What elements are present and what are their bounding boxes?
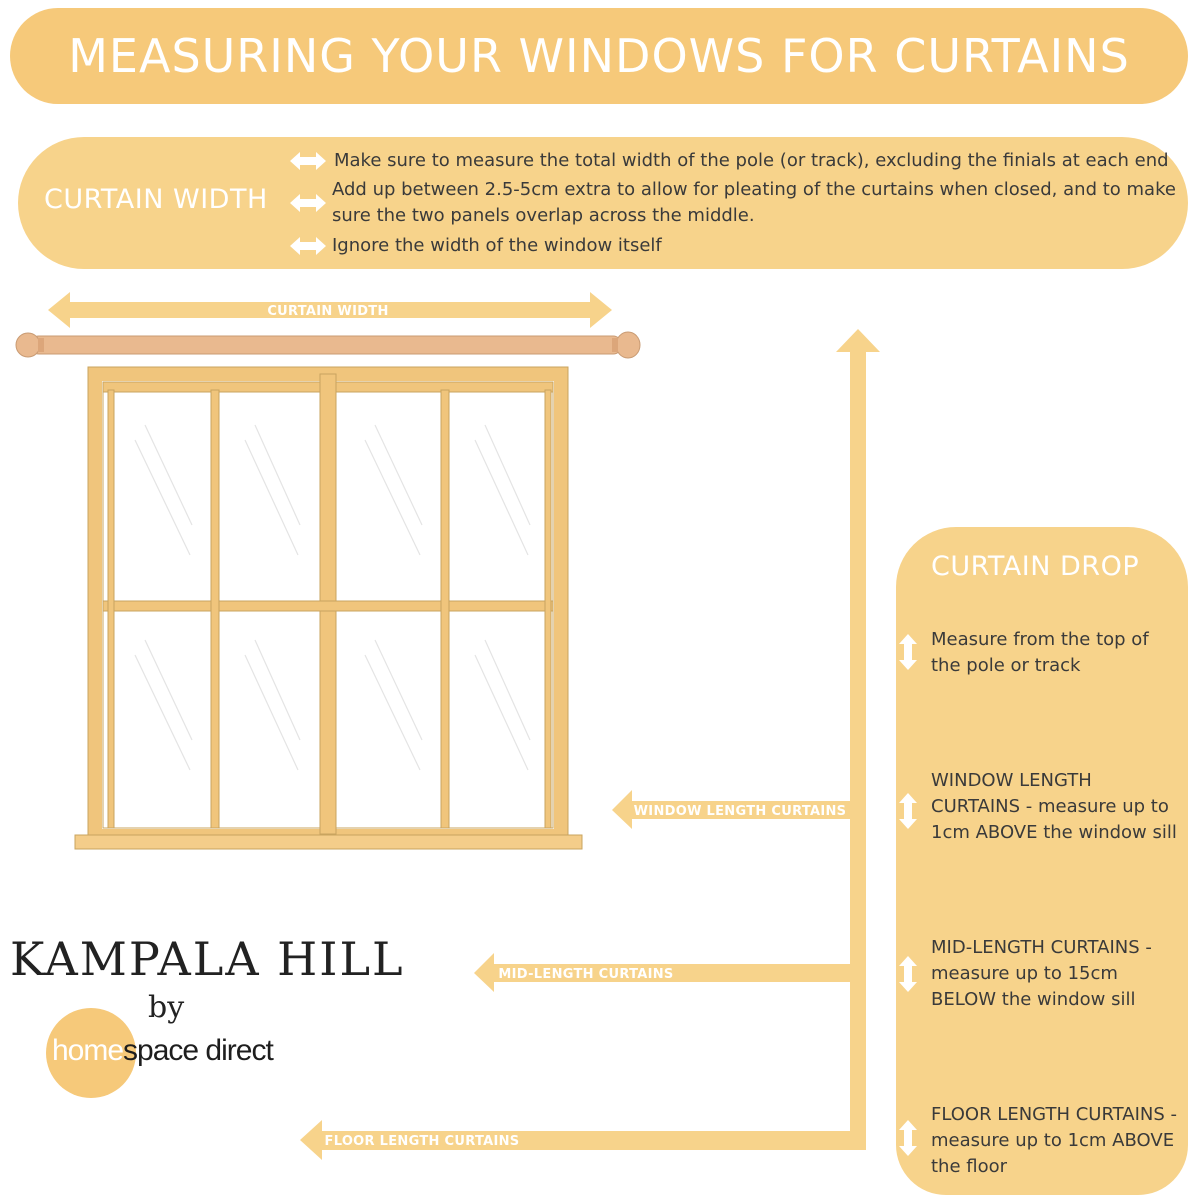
page-title: MEASURING YOUR WINDOWS FOR CURTAINS (68, 29, 1130, 83)
floor-length-arrow-label: FLOOR LENGTH CURTAINS (324, 1134, 520, 1149)
width-bullet-3: Ignore the width of the window itself (332, 235, 662, 256)
width-bullet-1: Make sure to measure the total width of the pole (or track), excluding the finials at each end (334, 150, 1169, 171)
curtain-drop-heading: CURTAIN DROP (931, 551, 1140, 582)
drop-item-3-line-1: MID-LENGTH CURTAINS - (931, 937, 1152, 958)
drop-item-4-line-3: the floor (931, 1156, 1008, 1177)
window-length-arrow-label: WINDOW LENGTH CURTAINS (633, 804, 847, 819)
vertical-double-arrow-icon (897, 1120, 919, 1156)
drop-item-4-line-2: measure up to 1cm ABOVE (931, 1130, 1175, 1151)
drop-item-3-line-3: BELOW the window sill (931, 989, 1136, 1010)
curtain-width-arrow-label: CURTAIN WIDTH (267, 304, 389, 319)
drop-item-2-line-1: WINDOW LENGTH (931, 770, 1092, 791)
mid-length-arrow-label: MID-LENGTH CURTAINS (498, 967, 674, 982)
drop-item-3-line-2: measure up to 15cm (931, 963, 1118, 984)
width-bullet-2-line-1: Add up between 2.5-5cm extra to allow for pleating of the curtains when closed, and to make (332, 179, 1176, 200)
window (88, 367, 568, 843)
vertical-double-arrow-icon (897, 793, 919, 829)
homespace-logo (52, 1034, 273, 1068)
vertical-double-arrow-icon (897, 956, 919, 992)
curtain-width-heading: CURTAIN WIDTH (44, 184, 268, 215)
width-bullet-2-line-2: sure the two panels overlap across the middle. (332, 205, 755, 226)
logo-home-text: home (52, 1034, 124, 1067)
drop-item-1-line-1: Measure from the top of (931, 629, 1149, 650)
drop-item-4-line-1: FLOOR LENGTH CURTAINS - (931, 1104, 1177, 1125)
drop-item-1-line-2: the pole or track (931, 655, 1081, 676)
drop-arrow-vertical (836, 329, 880, 1150)
brand-name: KAMPALA HILL (10, 932, 405, 986)
curtain-pole (16, 332, 640, 358)
logo-rest-text: space direct (123, 1034, 273, 1067)
vertical-double-arrow-icon (897, 634, 919, 670)
drop-item-2-line-2: CURTAINS - measure up to (931, 796, 1169, 817)
brand-by: by (148, 990, 185, 1025)
drop-item-2-line-3: 1cm ABOVE the window sill (931, 822, 1177, 843)
window-sill (75, 835, 582, 849)
